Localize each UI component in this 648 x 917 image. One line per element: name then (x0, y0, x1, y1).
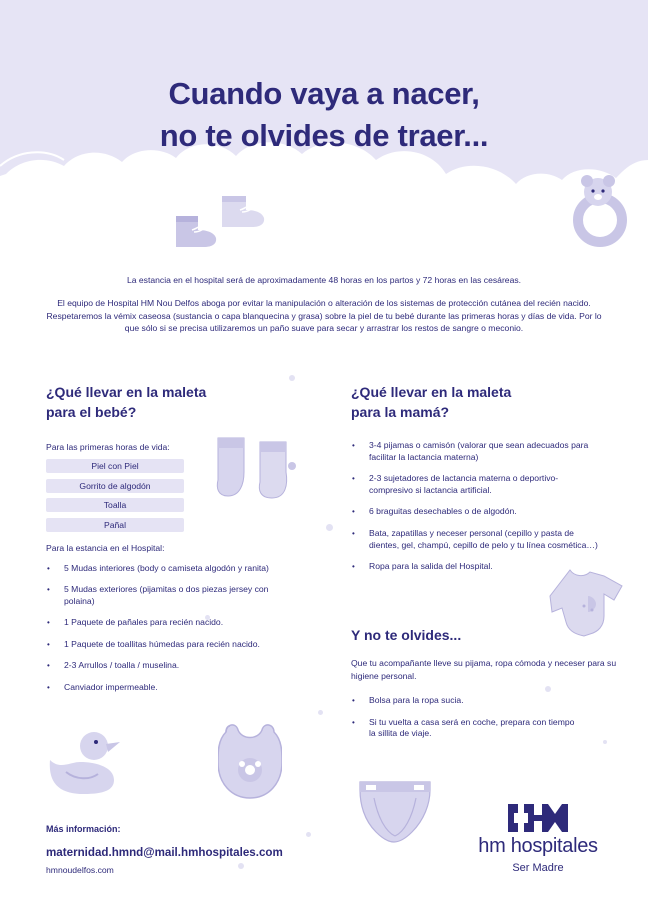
decorative-dot (326, 524, 333, 531)
baby-section (46, 382, 296, 694)
list-item: • 1 Paquete de pañales para recién nacido. (46, 617, 296, 629)
intro-paragraph-stay: La estancia en el hospital será de aproximadamente 48 horas en los partos y 72 horas en las cesáreas. (126, 275, 522, 285)
list-item: • Canviador impermeable. (46, 682, 296, 694)
decorative-dot (318, 710, 323, 715)
list-item: • Bata, zapatillas y neceser personal (cepillo y pasta de dientes, gel, champú, cepillo de pelo y tu línea cosmética…) (351, 528, 601, 551)
list-item: • 1 Paquete de toallitas húmedas para recién nacido. (46, 639, 296, 651)
list-item: • 6 braguitas desechables o de algodón. (351, 506, 601, 518)
contact-website-link[interactable]: hmnoudelfos.com (46, 865, 114, 875)
baby-heading-line-1: ¿Qué llevar en la maleta (46, 384, 207, 400)
diaper-icon (356, 776, 434, 848)
logo-tagline: Ser Madre (512, 862, 564, 874)
mom-heading-line-1: ¿Qué llevar en la maleta (351, 384, 512, 400)
first-hours-label: Para las primeras horas de vida: (46, 442, 170, 452)
list-item: • 5 Mudas exteriores (pijamitas o dos piezas jersey con polaina) (46, 584, 296, 607)
mom-heading-line-2: para la mamá? (351, 404, 450, 420)
mom-section-heading (351, 382, 601, 422)
baby-booties-icon (170, 192, 270, 250)
list-item: • 2-3 sujetadores de lactancia materna o deportivo-compresivo si lactancia artificial. (351, 473, 601, 496)
mom-list (351, 440, 601, 573)
first-hours-item: Piel con Piel (46, 459, 184, 473)
contact-label: Más información: (46, 824, 121, 834)
title-line-2: no te olvides de traer... (159, 117, 489, 153)
hm-logo-icon (508, 804, 568, 832)
list-item: • Ropa para la salida del Hospital. (351, 561, 601, 573)
reminder-section (351, 625, 621, 740)
first-hours-item: Toalla (46, 498, 184, 512)
list-item: • 2-3 Arrullos / toalla / muselina. (46, 660, 296, 672)
mom-section (351, 382, 601, 573)
reminder-list (351, 695, 581, 740)
baby-section-heading (46, 382, 296, 422)
list-item: • Si tu vuelta a casa será en coche, prepara con tiempo la sillita de viaje. (351, 717, 581, 740)
intro-paragraph-team: El equipo de Hospital HM Nou Delfos aboga por evitar la manipulación o alteración de los sistemas de protección cutánea del recién nacido. Respetaremos la vémix caseosa (sustancia o capa blanquecina y grasa) sobre la piel de tu bebé durante las primeras horas y días de vida. Por lo que sólo si se precisa utilizaremos un paño suave para secar y arrastrar los restos de sangre o meconio. (46, 298, 602, 334)
logo-wordmark: hm hospitales (478, 835, 598, 857)
teddy-rattle-icon (560, 172, 632, 248)
first-hours-item: Gorrito de algodón (46, 479, 184, 493)
title-line-1: Cuando vaya a nacer, (168, 75, 480, 111)
list-item: • 3-4 pijamas o camisón (valorar que sean adecuados para facilitar la lactancia materna) (351, 440, 601, 463)
baby-socks-icon (212, 432, 302, 504)
first-hours-item: Pañal (46, 518, 184, 532)
reminder-heading: Y no te olvides... (351, 627, 462, 643)
intro-text (42, 274, 606, 346)
page-title (0, 73, 648, 157)
list-item: • Bolsa para la ropa sucia. (351, 695, 581, 707)
hm-hospitales-logo (463, 804, 613, 874)
hospital-stay-label: Para la estancia en el Hospital: (46, 542, 165, 553)
list-item: • 5 Mudas interiores (body o camiseta algodón y ranita) (46, 563, 296, 575)
decorative-dot (603, 740, 607, 744)
contact-email-link[interactable]: maternidad.hmnd@mail.hmhospitales.com (46, 846, 283, 859)
hospital-stay-list (46, 563, 296, 694)
baby-heading-line-2: para el bebé? (46, 404, 137, 420)
decorative-dot (289, 375, 295, 381)
rubber-duck-icon (46, 726, 122, 796)
bib-icon (218, 722, 282, 802)
reminder-intro: Que tu acompañante lleve su pijama, ropa cómoda y neceser para su higiene personal. (351, 658, 617, 681)
contact-info (46, 824, 346, 875)
